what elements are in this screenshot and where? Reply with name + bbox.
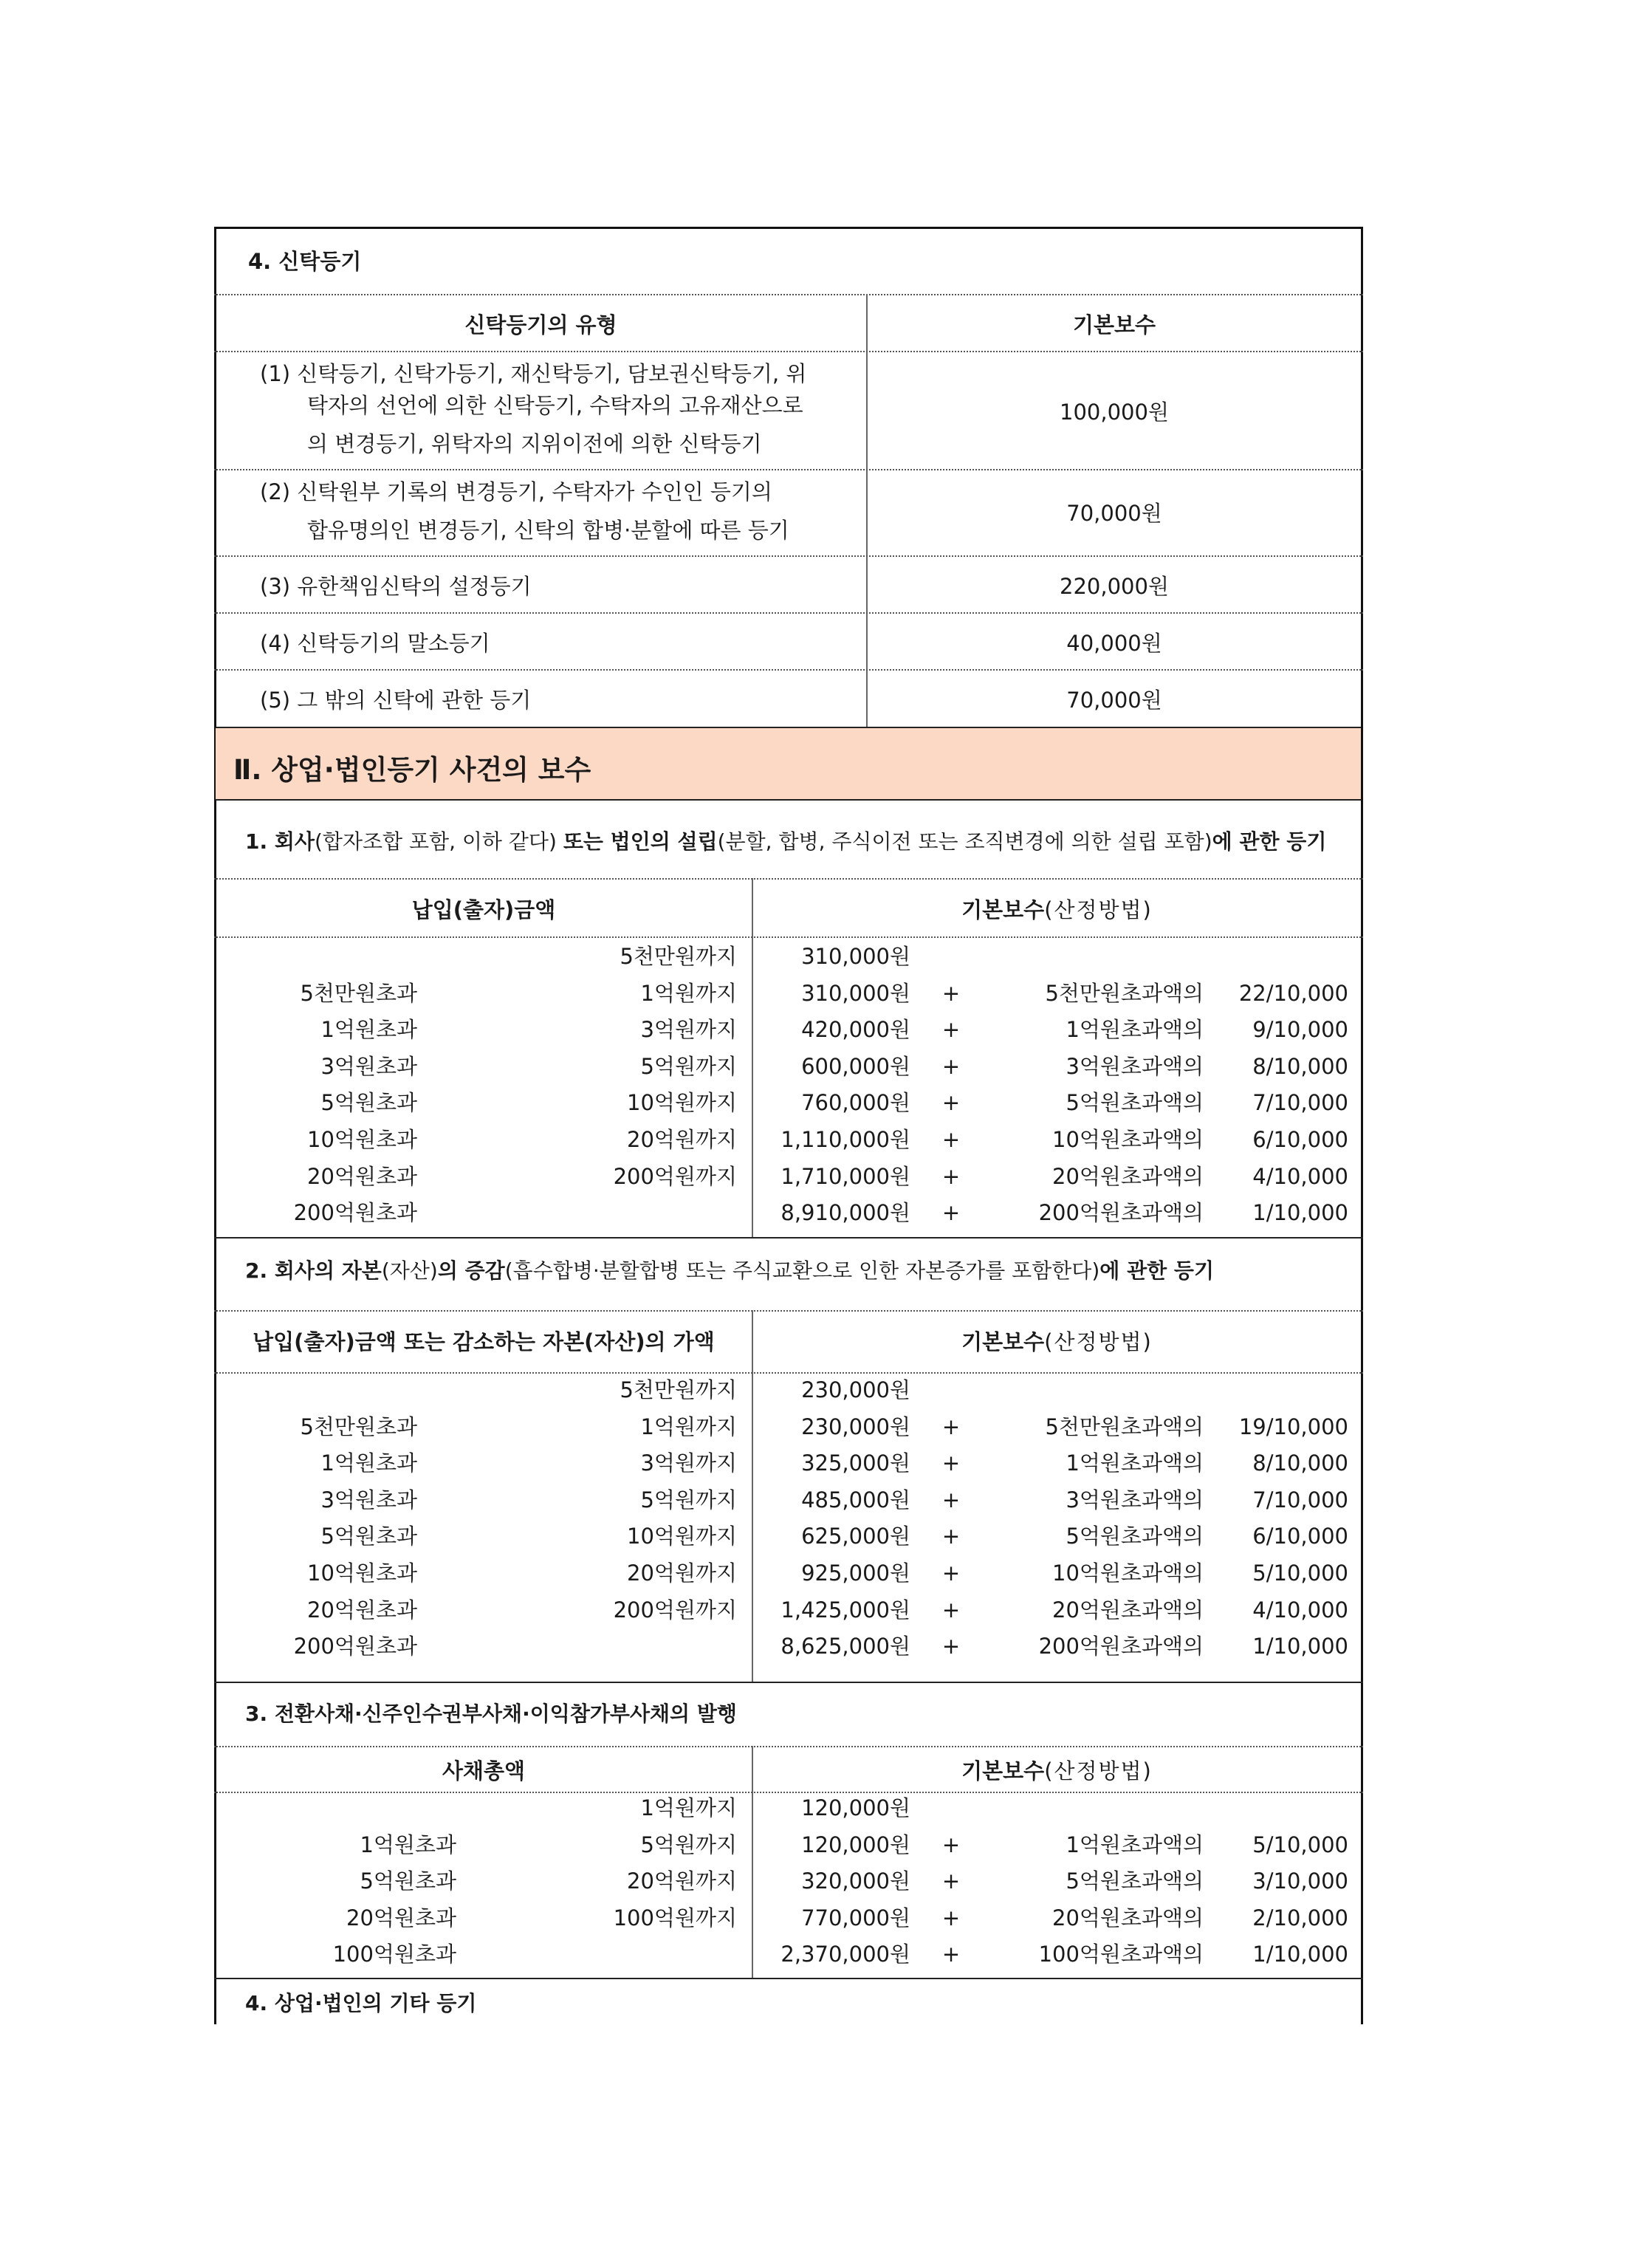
sub2-row-6-excess-label: 10억원초과액의 [1052, 1560, 1204, 1586]
sub3-row-3-excess-label: 5억원초과액의 [1066, 1868, 1204, 1894]
sub1-row-7-from-amount: 20억원초과 [307, 1163, 417, 1189]
sub3-row-4-from-amount: 20억원초과 [346, 1905, 456, 1930]
sub2-row-2-excess-label: 5천만원초과액의 [1045, 1414, 1204, 1439]
sub2-row-3-plus-sign: + [941, 1450, 961, 1476]
sub2-row-3-to-amount: 3억원까지 [640, 1450, 737, 1476]
divider [214, 669, 1363, 671]
sub1-row-6-from-amount: 10억원초과 [307, 1127, 417, 1152]
divider [214, 878, 1363, 880]
sub2-col-right-sub: (산정방법) [1044, 1329, 1153, 1354]
trust-row-3-fee: 220,000원 [1060, 574, 1169, 599]
sub2-row-5-plus-sign: + [941, 1524, 961, 1549]
sub1-row-3-to-amount: 3억원까지 [640, 1017, 737, 1043]
sub1-row-7-plus-sign: + [941, 1163, 961, 1189]
sub2-heading [245, 1258, 1214, 1284]
sub1-row-4-to-amount: 5억원까지 [640, 1053, 737, 1079]
trust-row-2-line-1: (2) 신탁원부 기록의 변경등기, 수탁자가 수인인 등기의 [260, 479, 772, 504]
sub3-row-2-plus-sign: + [941, 1832, 961, 1857]
divider [214, 555, 1363, 557]
sub1-row-1-base-fee: 310,000원 [801, 944, 910, 969]
sub2-row-4-excess-label: 3억원초과액의 [1066, 1487, 1204, 1512]
sub3-row-3-to-amount: 20억원까지 [627, 1868, 737, 1894]
sub1-row-4-from-amount: 3억원초과 [320, 1053, 417, 1079]
sub2-row-7-rate: 4/10,000 [1252, 1597, 1348, 1623]
sub3-row-1-base-fee: 120,000원 [801, 1795, 910, 1820]
sub2-row-7-to-amount: 200억원까지 [613, 1597, 737, 1623]
sub2-row-2-from-amount: 5천만원초과 [300, 1414, 417, 1439]
sub1-row-6-to-amount: 20억원까지 [627, 1127, 737, 1152]
trust-row-5: (5) 그 밖의 신탁에 관한 등기 [260, 688, 532, 713]
sub3-row-3-rate: 3/10,000 [1252, 1868, 1348, 1894]
sub2-row-2-plus-sign: + [941, 1414, 961, 1439]
trust-row-2-line-2: 합유명의인 변경등기, 신탁의 합병·분할에 따른 등기 [307, 518, 789, 543]
divider [214, 294, 1363, 295]
trust-row-4: (4) 신탁등기의 말소등기 [260, 631, 490, 656]
divider [214, 1978, 1363, 1979]
sub1-heading-part-3: 또는 법인의 설립 [563, 829, 718, 854]
sub2-heading-part-1: 2. 회사의 자본 [245, 1258, 382, 1283]
sub3-row-4-excess-label: 20억원초과액의 [1052, 1905, 1204, 1930]
sub3-row-4-plus-sign: + [941, 1905, 961, 1930]
trust-row-3: (3) 유한책임신탁의 설정등기 [260, 574, 532, 599]
sub1-heading-part-5: 에 관한 등기 [1212, 829, 1327, 854]
sub1-row-6-base-fee: 1,110,000원 [780, 1127, 910, 1152]
sub3-row-5-from-amount: 100억원초과 [332, 1942, 456, 1967]
sub2-row-5-rate: 6/10,000 [1252, 1524, 1348, 1549]
sub1-row-5-from-amount: 5억원초과 [320, 1090, 417, 1116]
sub2-col-left: 납입(출자)금액 또는 감소하는 자본(자산)의 가액 [253, 1329, 715, 1354]
sub4-heading: 4. 상업·법인의 기타 등기 [245, 1991, 477, 2015]
sub2-row-3-from-amount: 1억원초과 [320, 1450, 417, 1476]
sub2-row-7-plus-sign: + [941, 1597, 961, 1623]
sub2-row-7-from-amount: 20억원초과 [307, 1597, 417, 1623]
divider [214, 1310, 1363, 1312]
sub2-row-6-base-fee: 925,000원 [801, 1560, 910, 1586]
sub2-heading-part-3: 의 증감 [437, 1258, 505, 1283]
divider [214, 1372, 1363, 1374]
sub2-row-7-base-fee: 1,425,000원 [780, 1597, 910, 1623]
sub1-row-8-from-amount: 200억원초과 [293, 1200, 417, 1226]
sub1-row-2-from-amount: 5천만원초과 [300, 980, 417, 1006]
sub2-row-8-from-amount: 200억원초과 [293, 1634, 417, 1659]
divider [214, 612, 1363, 614]
sub2-row-4-to-amount: 5억원까지 [640, 1487, 737, 1512]
sub1-col-right [753, 897, 1361, 923]
sub2-row-3-base-fee: 325,000원 [801, 1450, 910, 1476]
sub1-row-5-excess-label: 5억원초과액의 [1066, 1090, 1204, 1116]
sub1-heading [245, 829, 1326, 855]
trust-row-1-line-3: 의 변경등기, 위탁자의 지위이전에 의한 신탁등기 [307, 431, 762, 456]
divider [214, 1792, 1363, 1793]
sub2-row-3-rate: 8/10,000 [1252, 1450, 1348, 1476]
sub1-col-right-sub: (산정방법) [1044, 897, 1153, 922]
sub1-row-3-plus-sign: + [941, 1017, 961, 1043]
sub1-row-7-to-amount: 200억원까지 [613, 1163, 737, 1189]
trust-section-heading: 4. 신탁등기 [248, 249, 362, 274]
sub3-row-3-plus-sign: + [941, 1868, 961, 1894]
sub1-row-5-plus-sign: + [941, 1090, 961, 1116]
sub1-row-6-plus-sign: + [941, 1127, 961, 1152]
sub3-row-5-excess-label: 100억원초과액의 [1038, 1942, 1204, 1967]
sub2-row-4-from-amount: 3억원초과 [320, 1487, 417, 1512]
sub1-row-7-base-fee: 1,710,000원 [780, 1163, 910, 1189]
sub1-row-3-base-fee: 420,000원 [801, 1017, 910, 1043]
sub3-row-2-rate: 5/10,000 [1252, 1832, 1348, 1857]
sub2-row-7-excess-label: 20억원초과액의 [1052, 1597, 1204, 1623]
sub2-row-4-plus-sign: + [941, 1487, 961, 1512]
sub2-row-5-to-amount: 10억원까지 [627, 1524, 737, 1549]
sub1-heading-part-1: 1. 회사 [245, 829, 315, 854]
sub3-row-2-from-amount: 1억원초과 [360, 1832, 456, 1857]
section-2-banner [216, 727, 1361, 801]
sub2-col-right [753, 1329, 1361, 1355]
column-divider [752, 878, 753, 1237]
sub2-col-right-main: 기본보수 [961, 1329, 1045, 1354]
sub2-row-4-base-fee: 485,000원 [801, 1487, 910, 1512]
sub1-row-5-base-fee: 760,000원 [801, 1090, 910, 1116]
sub2-row-8-excess-label: 200억원초과액의 [1038, 1634, 1204, 1659]
sub3-heading: 3. 전환사채·신주인수권부사채·이익참가부사채의 발행 [245, 1702, 737, 1726]
sub1-row-8-base-fee: 8,910,000원 [780, 1200, 910, 1226]
sub3-row-5-rate: 1/10,000 [1252, 1942, 1348, 1967]
sub2-row-2-base-fee: 230,000원 [801, 1414, 910, 1439]
sub2-row-8-base-fee: 8,625,000원 [780, 1634, 910, 1659]
sub2-row-4-rate: 7/10,000 [1252, 1487, 1348, 1512]
sub1-row-8-excess-label: 200억원초과액의 [1038, 1200, 1204, 1226]
sub3-col-right [753, 1758, 1361, 1784]
sub3-row-3-from-amount: 5억원초과 [360, 1868, 456, 1894]
sub1-row-3-from-amount: 1억원초과 [320, 1017, 417, 1043]
sub1-heading-part-4: (분할, 합병, 주식이전 또는 조직변경에 의한 설립 포함) [717, 829, 1212, 854]
sub3-row-1-to-amount: 1억원까지 [640, 1795, 737, 1820]
sub1-row-2-excess-label: 5천만원초과액의 [1045, 980, 1204, 1006]
trust-row-2-fee: 70,000원 [1066, 501, 1162, 526]
sub1-row-1-to-amount: 5천만원까지 [620, 944, 737, 969]
column-divider [752, 1310, 753, 1682]
divider [214, 1682, 1363, 1683]
sub2-row-8-rate: 1/10,000 [1252, 1634, 1348, 1659]
divider [214, 351, 1363, 352]
sub1-row-2-plus-sign: + [941, 980, 961, 1006]
sub2-row-2-to-amount: 1억원까지 [640, 1414, 737, 1439]
sub3-row-3-base-fee: 320,000원 [801, 1868, 910, 1894]
sub1-row-6-excess-label: 10억원초과액의 [1052, 1127, 1204, 1152]
sub2-row-5-base-fee: 625,000원 [801, 1524, 910, 1549]
sub1-row-4-rate: 8/10,000 [1252, 1053, 1348, 1079]
trust-row-1-line-2: 탁자의 선언에 의한 신탁등기, 수탁자의 고유재산으로 [307, 393, 803, 418]
trust-row-5-fee: 70,000원 [1066, 688, 1162, 713]
sub1-row-3-rate: 9/10,000 [1252, 1017, 1348, 1043]
sub1-row-8-plus-sign: + [941, 1200, 961, 1226]
sub2-row-6-to-amount: 20억원까지 [627, 1560, 737, 1586]
sub2-row-8-plus-sign: + [941, 1634, 961, 1659]
trust-row-4-fee: 40,000원 [1066, 631, 1162, 656]
sub3-col-right-sub: (산정방법) [1044, 1758, 1153, 1784]
sub2-row-1-base-fee: 230,000원 [801, 1377, 910, 1402]
sub3-row-4-to-amount: 100억원까지 [613, 1905, 737, 1930]
sub2-row-2-rate: 19/10,000 [1238, 1414, 1348, 1439]
trust-col-type: 신탁등기의 유형 [464, 312, 617, 338]
sub3-row-4-base-fee: 770,000원 [801, 1905, 910, 1930]
sub1-heading-part-2: (합자조합 포함, 이하 같다) [314, 829, 563, 854]
sub2-heading-part-5: 에 관한 등기 [1099, 1258, 1215, 1283]
sub2-heading-part-4: (흡수합병·분할합병 또는 주식교환으로 인한 자본증가를 포함한다) [504, 1258, 1100, 1283]
sub1-row-2-rate: 22/10,000 [1238, 980, 1348, 1006]
sub2-row-3-excess-label: 1억원초과액의 [1066, 1450, 1204, 1476]
sub1-row-2-base-fee: 310,000원 [801, 980, 910, 1006]
sub3-row-2-to-amount: 5억원까지 [640, 1832, 737, 1857]
sub1-col-left: 납입(출자)금액 [411, 897, 556, 922]
sub1-row-5-rate: 7/10,000 [1252, 1090, 1348, 1116]
sub3-row-5-plus-sign: + [941, 1942, 961, 1967]
sub1-row-7-excess-label: 20억원초과액의 [1052, 1163, 1204, 1189]
sub3-col-right-main: 기본보수 [961, 1758, 1045, 1784]
sub2-row-1-to-amount: 5천만원까지 [620, 1377, 737, 1402]
divider [214, 1746, 1363, 1747]
sub1-row-6-rate: 6/10,000 [1252, 1127, 1348, 1152]
divider [214, 469, 1363, 470]
sub3-row-2-excess-label: 1억원초과액의 [1066, 1832, 1204, 1857]
trust-row-1-line-1: (1) 신탁등기, 신탁가등기, 재신탁등기, 담보권신탁등기, 위 [260, 361, 807, 386]
sub1-row-7-rate: 4/10,000 [1252, 1163, 1348, 1189]
section-2-title: Ⅱ. 상업·법인등기 사건의 보수 [233, 754, 591, 786]
sub2-row-6-plus-sign: + [941, 1560, 961, 1586]
sub1-row-5-to-amount: 10억원까지 [627, 1090, 737, 1116]
sub1-row-4-plus-sign: + [941, 1053, 961, 1079]
sub1-row-8-rate: 1/10,000 [1252, 1200, 1348, 1226]
sub1-row-4-base-fee: 600,000원 [801, 1053, 910, 1079]
sub2-row-5-excess-label: 5억원초과액의 [1066, 1524, 1204, 1549]
sub3-row-2-base-fee: 120,000원 [801, 1832, 910, 1857]
sub3-row-4-rate: 2/10,000 [1252, 1905, 1348, 1930]
sub3-col-left: 사채총액 [442, 1758, 526, 1784]
sub2-row-6-from-amount: 10억원초과 [307, 1560, 417, 1586]
sub1-row-3-excess-label: 1억원초과액의 [1066, 1017, 1204, 1043]
sub1-col-right-main: 기본보수 [961, 897, 1045, 922]
divider [214, 1237, 1363, 1239]
sub3-row-5-base-fee: 2,370,000원 [780, 1942, 910, 1967]
trust-row-1-fee: 100,000원 [1060, 400, 1169, 425]
sub2-heading-part-2: (자산) [381, 1258, 438, 1283]
sub2-row-5-from-amount: 5억원초과 [320, 1524, 417, 1549]
divider [214, 936, 1363, 938]
trust-col-fee: 기본보수 [1072, 312, 1156, 338]
sub1-row-4-excess-label: 3억원초과액의 [1066, 1053, 1204, 1079]
sub1-row-2-to-amount: 1억원까지 [640, 980, 737, 1006]
sub2-row-6-rate: 5/10,000 [1252, 1560, 1348, 1586]
